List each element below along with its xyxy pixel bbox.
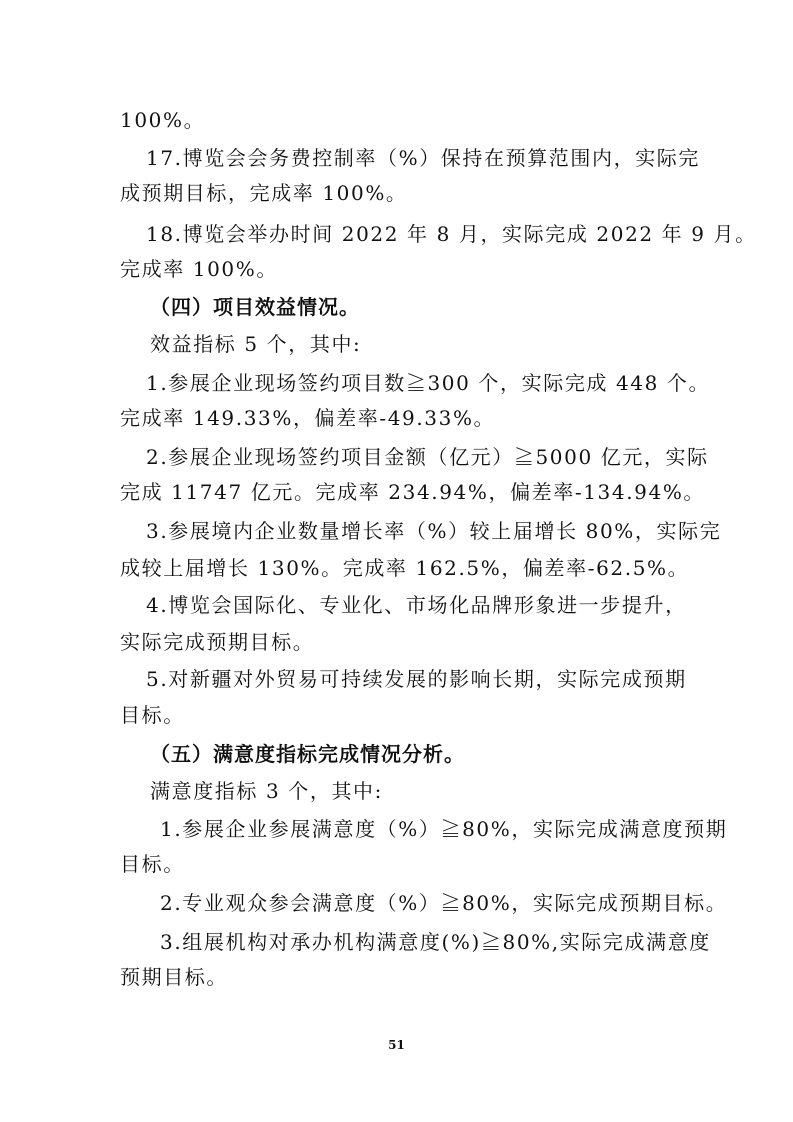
section-heading: （五）满意度指标完成情况分析。 — [150, 742, 465, 766]
section-heading: （四）项目效益情况。 — [150, 295, 360, 319]
text-line: 完成率 149.33%，偏差率-49.33%。 — [120, 406, 496, 430]
text-line: 3.组展机构对承办机构满意度(%)≧80%,实际完成满意度 — [160, 930, 711, 954]
text-line: 效益指标 5 个，其中: — [150, 332, 362, 356]
text-line: 1.参展企业参展满意度（%）≧80%，实际完成满意度预期 — [160, 817, 728, 841]
text-line: 17.博览会会务费控制率（%）保持在预算范围内，实际完 — [146, 146, 701, 170]
text-line: 100%。 — [120, 108, 206, 132]
text-line: 18.博览会举办时间 2022 年 8 月，实际完成 2022 年 9 月。 — [146, 222, 757, 246]
text-line: 成预期目标，完成率 100%。 — [120, 181, 408, 205]
text-line: 4.博览会国际化、专业化、市场化品牌形象进一步提升， — [146, 593, 687, 617]
text-line: 2.参展企业现场签约项目金额（亿元）≧5000 亿元，实际 — [146, 445, 709, 469]
page-number: 51 — [388, 1038, 405, 1052]
text-line: 3.参展境内企业数量增长率（%）较上届增长 80%，实际完 — [146, 519, 722, 543]
text-line: 成较上届增长 130%。完成率 162.5%，偏差率-62.5%。 — [120, 556, 690, 580]
text-line: 预期目标。 — [120, 965, 228, 989]
text-line: 完成率 100%。 — [120, 257, 278, 281]
text-line: 满意度指标 3 个，其中: — [150, 779, 383, 803]
text-line: 2.专业观众参会满意度（%）≧80%，实际完成预期目标。 — [160, 891, 728, 915]
text-line: 1.参展企业现场签约项目数≧300 个，实际完成 448 个。 — [146, 371, 711, 395]
text-line: 目标。 — [120, 703, 185, 727]
text-line: 实际完成预期目标。 — [120, 630, 315, 654]
text-line: 完成 11747 亿元。完成率 234.94%，偏差率-134.94%。 — [120, 480, 706, 504]
text-line: 目标。 — [120, 852, 185, 876]
text-line: 5.对新疆对外贸易可持续发展的影响长期，实际完成预期 — [146, 667, 687, 691]
